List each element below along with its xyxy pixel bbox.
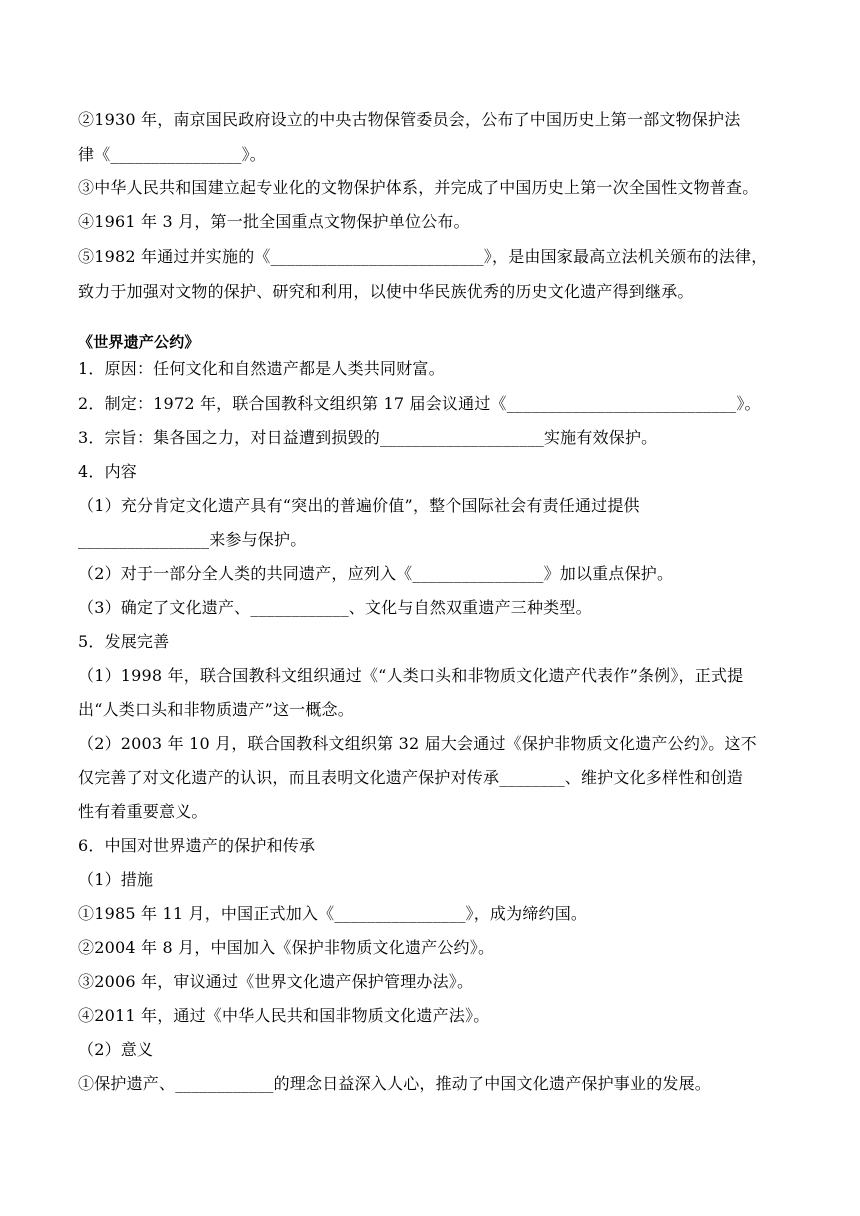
develop-2-line-2: 仅完善了对文化遗产的认识，而且表明文化遗产保护对传承________、维护文化多样性和创造: [78, 768, 744, 787]
content-3: （3）确定了文化遗产、____________、文化与自然双重遗产三种类型。: [78, 598, 592, 617]
item-5-line-2: 致力于加强对文物的保护、研究和利用，以使中华民族优秀的历史文化遗产得到继承。: [78, 282, 694, 301]
section-heading: 《世界遗产公约》: [78, 333, 200, 351]
measure-3: ③2006 年，审议通过《世界文化遗产保护管理办法》。: [78, 972, 474, 991]
measures-title: （1）措施: [78, 870, 154, 889]
purpose-line: 3．宗旨：集各国之力，对日益遭到损毁的____________________实施有效保护。: [78, 428, 658, 447]
develop-2-line-3: 性有着重要意义。: [78, 802, 208, 821]
content-2: （2）对于一部分全人类的共同遗产，应列入《________________》加以重点保护。: [78, 564, 674, 583]
china-title: 6．中国对世界遗产的保护和传承: [78, 836, 316, 855]
measure-2: ②2004 年 8 月，中国加入《保护非物质文化遗产公约》。: [78, 938, 495, 957]
reason-line: 1．原因：任何文化和自然遗产都是人类共同财富。: [78, 359, 445, 378]
meaning-1: ①保护遗产、____________的理念日益深入人心，推动了中国文化遗产保护事业的发展。: [78, 1074, 712, 1093]
content-title: 4．内容: [78, 462, 137, 481]
develop-1-line-1: （1）1998 年，联合国教科文组织通过《“人类口头和非物质文化遗产代表作”条例》，正式提: [78, 666, 744, 685]
meaning-title: （2）意义: [78, 1040, 154, 1059]
measure-1: ①1985 年 11 月，中国正式加入《________________》，成为缔约国。: [78, 904, 588, 923]
content-1-line-1: （1）充分肯定文化遗产具有“突出的普遍价值”，整个国际社会有责任通过提供: [78, 496, 640, 515]
measure-4: ④2011 年，通过《中华人民共和国非物质文化遗产法》。: [78, 1006, 490, 1025]
item-4: ④1961 年 3 月，第一批全国重点文物保护单位公布。: [78, 212, 470, 231]
develop-1-line-2: 出“人类口头和非物质遗产”这一概念。: [78, 700, 354, 719]
item-2-line-2: 律《________________》。: [78, 145, 267, 164]
enact-line: 2．制定：1972 年，联合国教科文组织第 17 届会议通过《____________________________》。: [78, 394, 761, 413]
content-1-line-2: ________________来参与保护。: [78, 530, 307, 549]
item-3: ③中华人民共和国建立起专业化的文物保护体系，并完成了中国历史上第一次全国性文物普查。: [78, 178, 759, 197]
item-2-line-1: ②1930 年，南京国民政府设立的中央古物保管委员会，公布了中国历史上第一部文物保护法: [78, 110, 741, 129]
develop-title: 5．发展完善: [78, 632, 170, 651]
develop-2-line-1: （2）2003 年 10 月，联合国教科文组织第 32 届大会通过《保护非物质文化遗产公约》。这不: [78, 734, 757, 753]
item-5-line-1: ⑤1982 年通过并实施的《__________________________》，是由国家最高立法机关颁布的法律，: [78, 247, 768, 266]
